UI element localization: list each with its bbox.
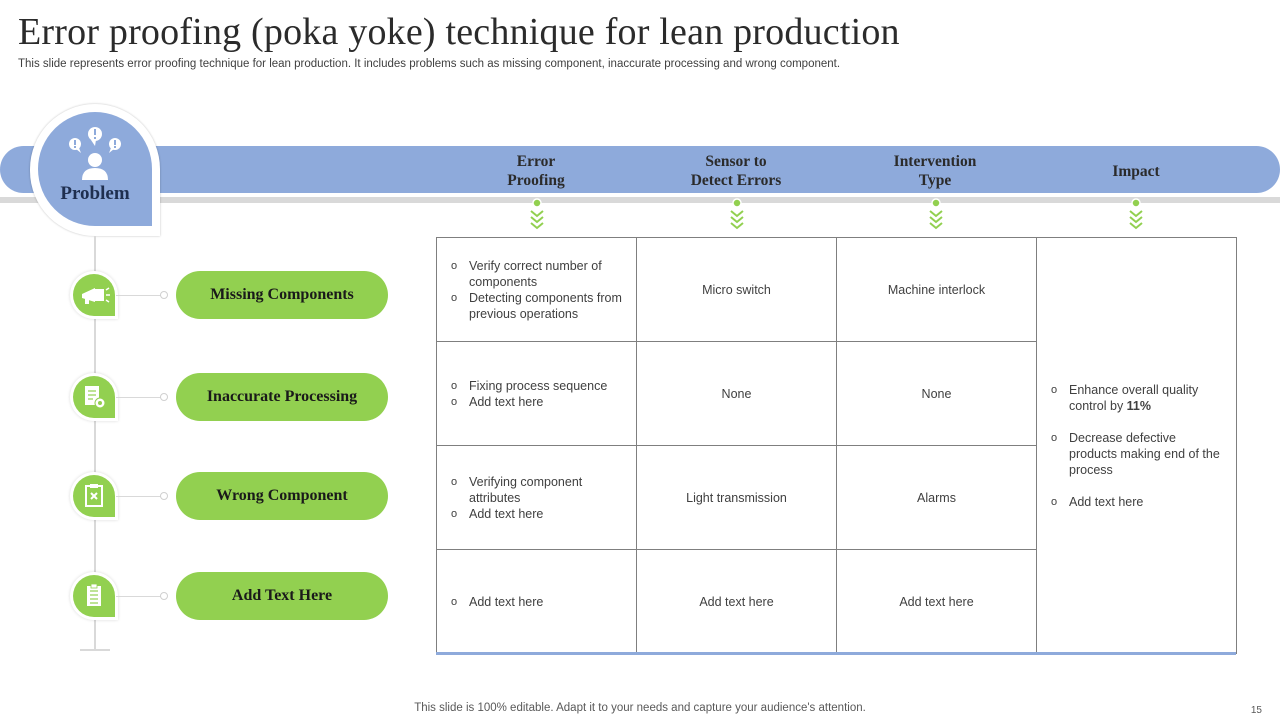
connector-dot: [160, 393, 168, 401]
sensor-cell: Light transmission: [637, 446, 837, 550]
page-number: 15: [1250, 705, 1262, 716]
proofing-cell: [437, 342, 637, 446]
person-alert-icon: [60, 124, 130, 184]
list-item: o Add text here: [451, 594, 626, 610]
header-bar-shadow: [0, 197, 1280, 203]
column-header-line: Error: [516, 153, 556, 170]
chevron-down-icon: [927, 198, 945, 234]
problem-icon-badge: [73, 575, 115, 617]
problem-pill-inaccurate-processing: Inaccurate Processing: [176, 373, 388, 421]
megaphone-icon: [73, 274, 115, 316]
footer-note: This slide is 100% editable. Adapt it to your needs and capture your audience's attention.: [414, 702, 866, 714]
proofing-table: [436, 237, 1237, 654]
problem-icon-badge: [73, 376, 115, 418]
list-item: o Detecting components from previous operations: [451, 290, 626, 322]
column-header-intervention: [845, 152, 1025, 190]
intervention-cell: Machine interlock: [837, 238, 1037, 342]
connector-line: [116, 397, 162, 398]
proofing-cell: [437, 238, 637, 342]
connector-line: [116, 295, 162, 296]
list-item: o Add text here: [1051, 494, 1226, 510]
intervention-cell: Alarms: [837, 446, 1037, 550]
column-header-line: Intervention: [893, 153, 977, 170]
intervention-cell: Add text here: [837, 550, 1037, 654]
list-item: o Verify correct number of components: [451, 258, 626, 290]
chevron-down-icon: [728, 198, 746, 234]
table-underline: [436, 652, 1236, 655]
chevron-down-icon: [528, 198, 546, 234]
slide-title: Error proofing (poka yoke) technique for lean production: [18, 11, 900, 53]
timeline-base: [80, 649, 110, 651]
list-item: o Add text here: [451, 394, 626, 410]
problem-icon-badge: [73, 475, 115, 517]
problem-pill-missing-components: Missing Components: [176, 271, 388, 319]
column-header-line: Type: [918, 172, 952, 189]
list-item: o Decrease defective products making end of the process: [1051, 430, 1226, 478]
sensor-cell: None: [637, 342, 837, 446]
list-item: o Add text here: [451, 506, 626, 522]
impact-cell: [1037, 238, 1237, 654]
list-item: o Verifying component attributes: [451, 474, 626, 506]
connector-line: [116, 596, 162, 597]
sensor-cell: Micro switch: [637, 238, 837, 342]
problem-pill-add-text: Add Text Here: [176, 572, 388, 620]
connector-dot: [160, 592, 168, 600]
list-item: [1051, 382, 1226, 414]
problem-label: Problem: [60, 183, 130, 204]
table-row: [437, 238, 1237, 342]
column-header-impact: [1046, 162, 1226, 181]
connector-dot: [160, 291, 168, 299]
connector-line: [116, 496, 162, 497]
proofing-cell: [437, 550, 637, 654]
slide-subtitle: This slide represents error proofing technique for lean production. It includes problems such as missing component, inaccurate processing and wrong component.: [18, 58, 841, 70]
column-header-error-proofing: [446, 152, 626, 190]
problem-icon-badge: [73, 274, 115, 316]
intervention-cell: None: [837, 342, 1037, 446]
connector-dot: [160, 492, 168, 500]
column-header-line: Detect Errors: [690, 172, 782, 189]
column-header-line: Impact: [1112, 163, 1160, 180]
chevron-down-icon: [1127, 198, 1145, 234]
impact-percentage: 11%: [1126, 398, 1152, 413]
checklist-icon: [73, 575, 115, 617]
sensor-cell: Add text here: [637, 550, 837, 654]
impact-text: Enhance overall quality control by: [1069, 382, 1199, 413]
column-header-sensor: [646, 152, 826, 190]
column-header-line: Sensor to: [705, 153, 767, 170]
list-item: o Fixing process sequence: [451, 378, 626, 394]
proofing-cell: [437, 446, 637, 550]
clipboard-x-icon: [73, 475, 115, 517]
column-header-line: Proofing: [507, 172, 565, 189]
problem-pill-wrong-component: Wrong Component: [176, 472, 388, 520]
document-gear-icon: [73, 376, 115, 418]
